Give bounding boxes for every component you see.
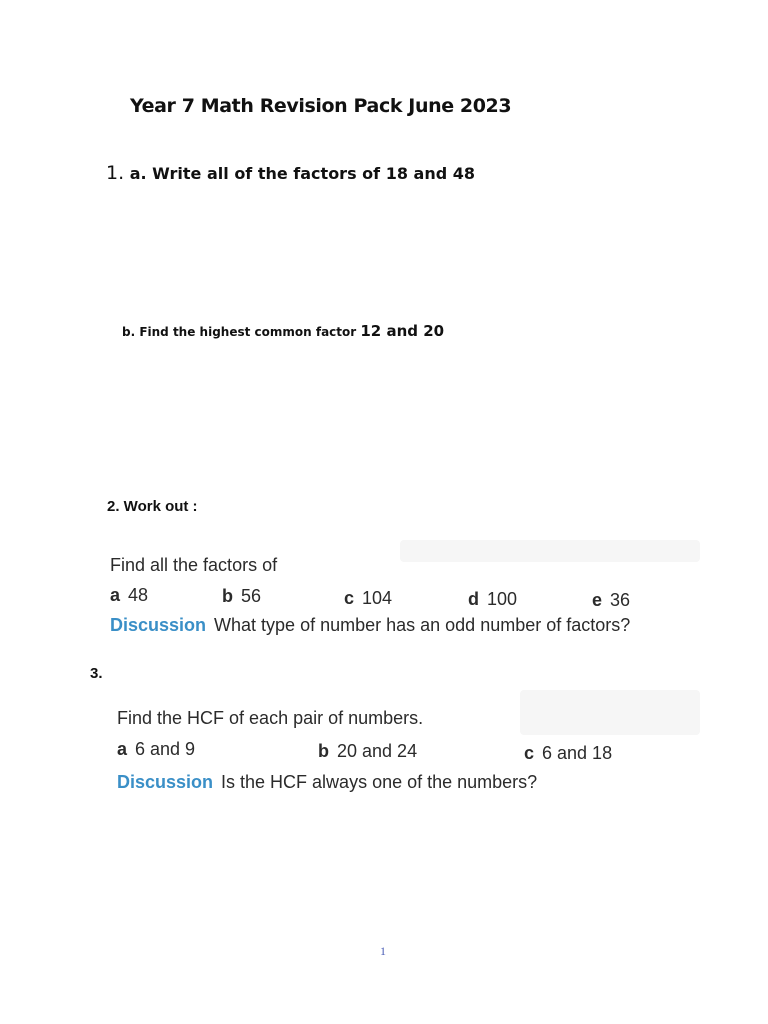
item-label: a (117, 739, 128, 759)
item-value: 36 (610, 590, 631, 610)
question-2-prompt: Find all the factors of (110, 555, 278, 575)
scan-artifact (520, 690, 700, 735)
question-1b-text: b. Find the highest common factor (122, 325, 361, 339)
item-label: e (592, 590, 603, 610)
item-value: 6 and 18 (542, 743, 613, 763)
question-1a-text: a. Write all of the factors of 18 and 48 (129, 164, 475, 183)
discussion-text: Is the HCF always one of the numbers? (221, 772, 538, 792)
item-value: 100 (487, 589, 518, 609)
question-3-prompt: Find the HCF of each pair of numbers. (117, 708, 424, 728)
question-1a (106, 162, 475, 184)
question-3-item-c (524, 743, 612, 764)
item-label: a (110, 585, 121, 605)
discussion-label: Discussion (117, 772, 214, 792)
question-3-item-a (117, 739, 195, 760)
item-value: 6 and 9 (135, 739, 196, 759)
question-3-discussion (117, 772, 537, 793)
page-number: 1 (380, 944, 386, 958)
item-value: 104 (362, 588, 393, 608)
item-value: 20 and 24 (337, 741, 418, 761)
question-1b-numbers: 12 and 20 (360, 322, 445, 340)
item-label: d (468, 589, 479, 609)
item-label: b (318, 741, 329, 761)
question-2-item-a (110, 585, 148, 606)
question-2-item-d (468, 589, 517, 610)
discussion-label: Discussion (110, 615, 207, 635)
item-label: c (524, 743, 535, 763)
item-label: c (344, 588, 355, 608)
item-value: 56 (241, 586, 262, 606)
page-title: Year 7 Math Revision Pack June 2023 (130, 95, 512, 117)
question-2-item-b (222, 586, 261, 607)
item-label: b (222, 586, 233, 606)
question-2-item-c (344, 588, 392, 609)
scan-artifact (400, 540, 700, 562)
question-2-discussion (110, 615, 630, 636)
question-2-item-e (592, 590, 630, 611)
question-2-heading: 2. Work out : (107, 498, 198, 515)
question-3-item-b (318, 741, 417, 762)
question-1b (122, 322, 444, 340)
question-1-number: 1. (106, 162, 125, 184)
item-value: 48 (128, 585, 149, 605)
question-3-heading: 3. (90, 665, 103, 682)
discussion-text: What type of number has an odd number of factors? (214, 615, 631, 635)
